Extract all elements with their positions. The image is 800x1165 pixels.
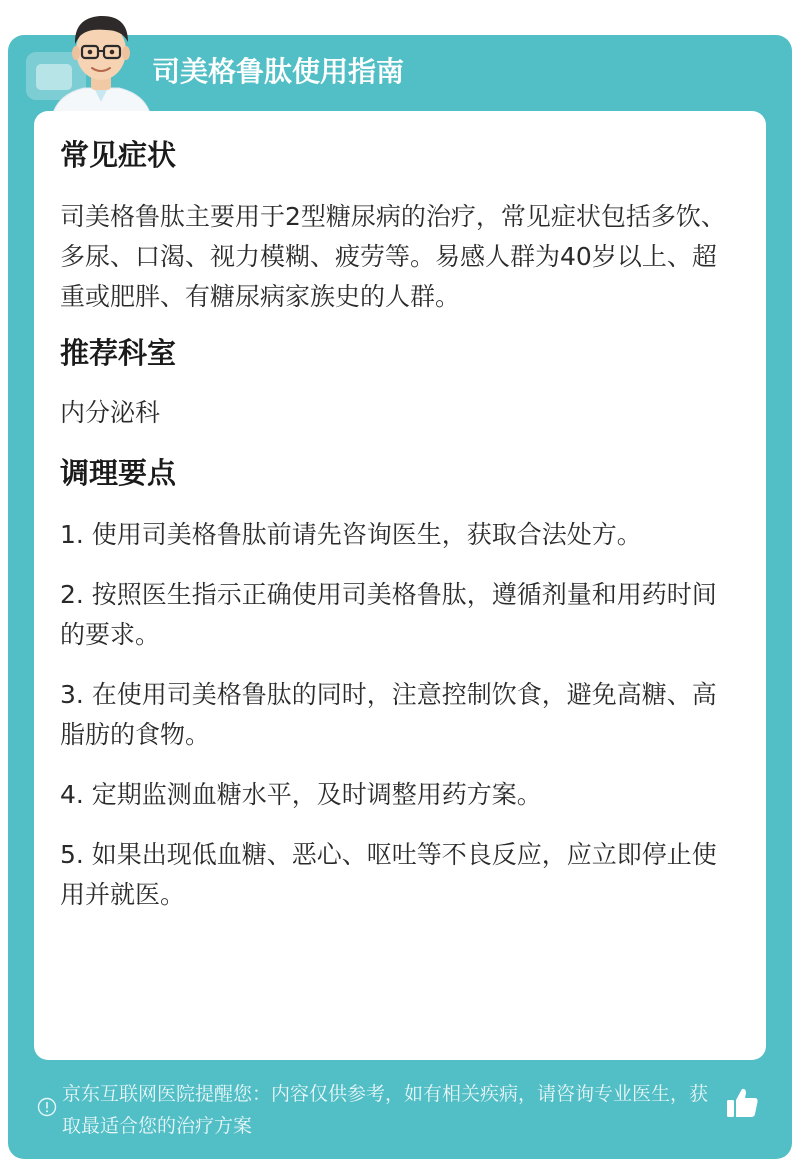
list-item: 3. 在使用司美格鲁肽的同时，注意控制饮食，避免高糖、高脂肪的食物。	[60, 680, 717, 749]
symptoms-text: 司美格鲁肽主要用于2型糖尿病的治疗，常见症状包括多饮、多尿、口渴、视力模糊、疲劳等。易感人群为40岁以上、超重或肥胖、有糖尿病家族史的人群。	[60, 202, 726, 311]
department-text: 内分泌科	[60, 398, 161, 427]
list-item: 2. 按照医生指示正确使用司美格鲁肽，遵循剂量和用药时间的要求。	[60, 580, 717, 649]
list-item: 1. 使用司美格鲁肽前请先咨询医生，获取合法处方。	[60, 520, 642, 549]
list-item: 5. 如果出现低血糖、恶心、呕吐等不良反应，应立即停止使用并就医。	[60, 840, 717, 909]
department-heading: 推荐科室	[60, 336, 177, 370]
care-heading: 调理要点	[60, 456, 177, 490]
symptoms-heading: 常见症状	[60, 138, 177, 172]
disclaimer-text: 京东互联网医院提醒您：内容仅供参考，如有相关疾病，请咨询专业医生，获取最适合您的治疗方案	[62, 1083, 709, 1137]
info-icon	[37, 1097, 57, 1117]
page-title: 司美格鲁肽使用指南	[152, 55, 405, 88]
thumbs-up-icon[interactable]	[724, 1085, 760, 1121]
doctor-avatar	[44, 6, 159, 116]
content-body	[60, 131, 740, 935]
content-card	[34, 111, 766, 1060]
list-item: 4. 定期监测血糖水平，及时调整用药方案。	[60, 780, 542, 809]
care-list	[60, 515, 740, 915]
